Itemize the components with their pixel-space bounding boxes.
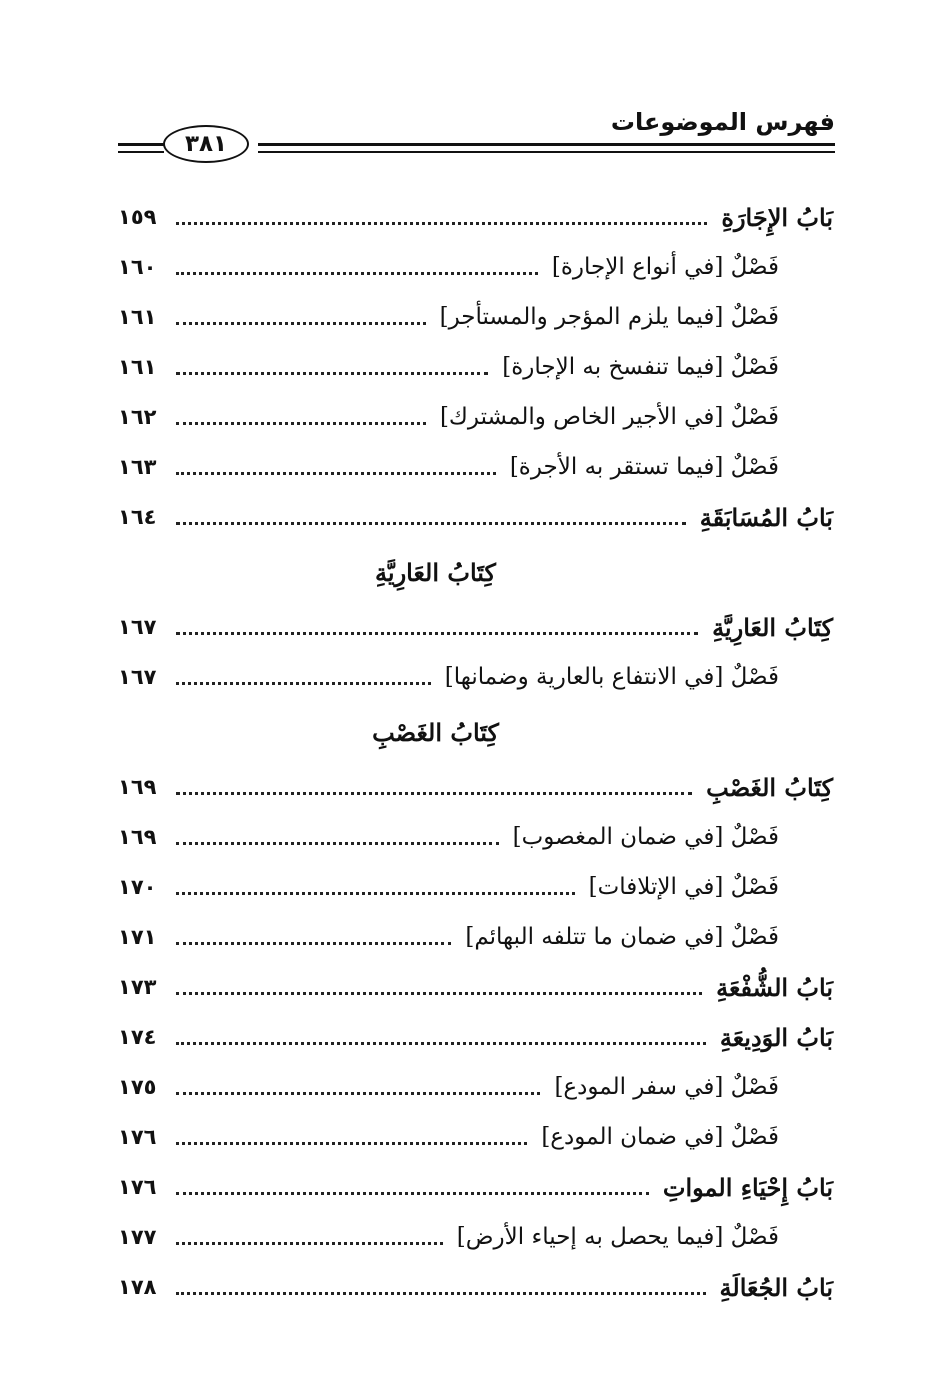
toc-entry-title: فَصْلٌ [في ضمان المغصوب] — [512, 824, 779, 850]
toc-page-number: ١٦٩ — [118, 825, 157, 849]
header-rule-right — [258, 143, 835, 146]
dot-leader — [176, 422, 426, 425]
toc-entry-title: فَصْلٌ [في الأجير الخاص والمشترك] — [439, 404, 779, 430]
dot-leader — [176, 522, 686, 525]
page-number: ٣٨١ — [163, 125, 249, 163]
toc-page-number: ١٦٢ — [118, 405, 157, 429]
toc-chapter-row[interactable] — [118, 962, 833, 1012]
toc-page-number: ١٧٦ — [118, 1125, 157, 1149]
toc-entry-title: فَصْلٌ [في ضمان المودع] — [541, 1124, 779, 1150]
toc-section-row[interactable] — [118, 442, 833, 492]
dot-leader — [176, 472, 496, 475]
dot-leader — [176, 1292, 706, 1295]
section-heading: كِتَابُ العَارِيَّةِ — [375, 557, 496, 587]
running-header-title: فهرس الموضوعات — [610, 108, 835, 136]
toc-page-number: ١٧٠ — [118, 875, 157, 899]
toc-chapter-row[interactable] — [118, 1262, 833, 1312]
toc-page-number: ١٧٨ — [118, 1275, 157, 1299]
toc-entry-title: كِتَابُ الغَصْبِ — [706, 772, 833, 802]
dot-leader — [176, 842, 499, 845]
dot-leader — [176, 1042, 706, 1045]
toc-section-row[interactable] — [118, 392, 833, 442]
toc-page-number: ١٦١ — [118, 355, 157, 379]
toc-entry-title: فَصْلٌ [في الانتفاع بالعارية وضمانها] — [444, 664, 779, 690]
toc-section-row[interactable] — [118, 912, 833, 962]
toc-section-row[interactable] — [118, 292, 833, 342]
toc-chapter-row[interactable] — [118, 192, 833, 242]
toc-page-number: ١٧٧ — [118, 1225, 157, 1249]
dot-leader — [176, 892, 575, 895]
dot-leader — [176, 942, 451, 945]
toc-entry-title: فَصْلٌ [فيما تنفسخ به الإجارة] — [502, 354, 779, 380]
toc-page-number: ١٧٤ — [118, 1025, 157, 1049]
dot-leader — [176, 1092, 540, 1095]
toc-entry-title: فَصْلٌ [فيما تستقر به الأجرة] — [509, 454, 779, 480]
dot-leader — [176, 222, 707, 225]
toc-entry-title: بَابُ الجُعَالَةِ — [719, 1272, 833, 1302]
toc-entry-title: فَصْلٌ [في سفر المودع] — [554, 1074, 779, 1100]
toc-entry-title: بَابُ الوَدِيعَةِ — [719, 1022, 833, 1052]
dot-leader — [176, 682, 431, 685]
toc-entry-title: بَابُ المُسَابَقَةِ — [699, 502, 833, 532]
dot-leader — [176, 272, 538, 275]
toc-entry-title: بَابُ الشُّفْعَةِ — [716, 972, 833, 1002]
dot-leader — [176, 372, 488, 375]
dot-leader — [176, 632, 698, 635]
toc-chapter-row[interactable] — [118, 1162, 833, 1212]
toc-section-row[interactable] — [118, 342, 833, 392]
toc-entry-title: فَصْلٌ [في أنواع الإجارة] — [551, 254, 779, 280]
toc-chapter-row[interactable] — [118, 492, 833, 542]
toc-page-number: ١٦٧ — [118, 615, 157, 639]
toc-entry-title: فَصْلٌ [فيما يحصل به إحياء الأرض] — [456, 1224, 779, 1250]
toc-page-number: ١٧١ — [118, 925, 157, 949]
dot-leader — [176, 792, 692, 795]
toc-chapter-row[interactable] — [118, 1012, 833, 1062]
toc-section-row[interactable] — [118, 862, 833, 912]
toc-page-number: ١٦٣ — [118, 455, 157, 479]
dot-leader — [176, 1142, 527, 1145]
toc-entry-title: فَصْلٌ [فيما يلزم المؤجر والمستأجر] — [439, 304, 779, 330]
dot-leader — [176, 322, 426, 325]
header-rule-left — [118, 143, 164, 146]
dot-leader — [176, 992, 702, 995]
toc-section-row[interactable] — [118, 1112, 833, 1162]
toc-page-number: ١٧٦ — [118, 1175, 157, 1199]
toc-page-number: ١٦٠ — [118, 255, 157, 279]
header-rule-right-lower — [258, 151, 835, 153]
toc-section-row[interactable] — [118, 1212, 833, 1262]
header-rule-left-lower — [118, 151, 164, 153]
toc-section-row[interactable] — [118, 812, 833, 862]
toc-entry-title: بَابُ الإِجَارَةِ — [721, 202, 833, 232]
table-of-contents — [118, 192, 833, 1312]
toc-section-row[interactable] — [118, 1062, 833, 1112]
toc-page-number: ١٧٣ — [118, 975, 157, 999]
toc-entry-title: كِتَابُ العَارِيَّةِ — [712, 612, 833, 642]
toc-chapter-row[interactable] — [118, 602, 833, 652]
toc-entry-title: فَصْلٌ [في ضمان ما تتلفه البهائم] — [465, 924, 779, 950]
toc-page-number: ١٦٧ — [118, 665, 157, 689]
toc-section-row[interactable] — [118, 652, 833, 702]
toc-section-row[interactable] — [118, 242, 833, 292]
toc-entry-title: بَابُ إِحْيَاءِ المواتِ — [662, 1172, 833, 1202]
dot-leader — [176, 1242, 443, 1245]
toc-page-number: ١٦١ — [118, 305, 157, 329]
toc-page-number: ١٥٩ — [118, 205, 157, 229]
toc-page-number: ١٦٩ — [118, 775, 157, 799]
toc-chapter-row[interactable] — [118, 762, 833, 812]
section-heading: كِتَابُ الغَصْبِ — [372, 717, 499, 747]
toc-page-number: ١٧٥ — [118, 1075, 157, 1099]
toc-entry-title: فَصْلٌ [في الإتلافات] — [588, 874, 779, 900]
toc-page-number: ١٦٤ — [118, 505, 157, 529]
dot-leader — [176, 1192, 649, 1195]
